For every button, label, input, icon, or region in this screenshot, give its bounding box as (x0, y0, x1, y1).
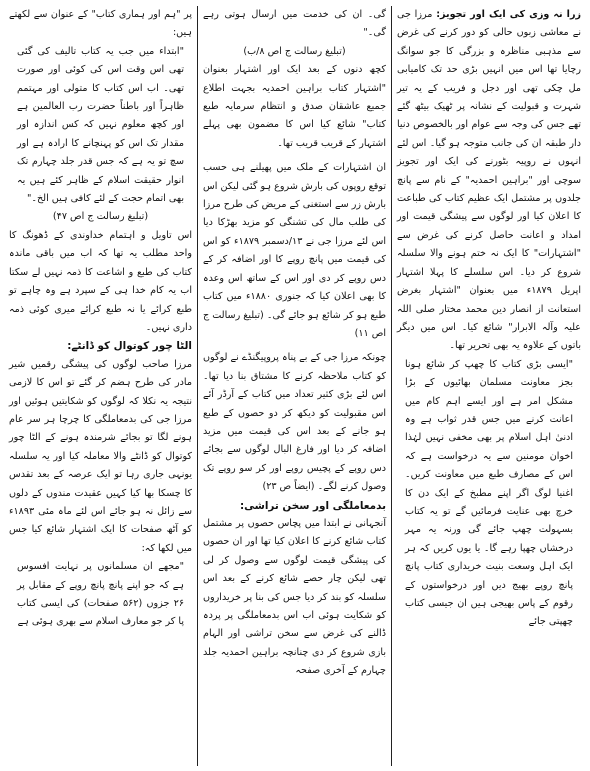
section-heading: الٹا چور کوتوال کو ڈانٹے: (67, 340, 192, 353)
paragraph-text: مرزا جی نے معاشی زبوں حالی کو دور کرنے کی غرض سے مذہبی مناظرہ و بزرگی کا جو سوانگ رچایا تھا اس میں انہیں بڑی حد تک کامیابی مل چکی تھی اور دجل و فریب کے یہ تیر شہرت و قبولیت کے نشانہ پر ٹھیک بیٹھ گئے تھے جس کی وجہ سے عوام اور بالخصوص دنیا دار طبقہ ان کی جانب متوجہ ہو گیا۔ اس لئے انہوں نے روپیہ بٹورنے کی ایک اور تجویز سوچی اور "براہین احمدیہ" کے نام سے پانچ جلدوں پر مشتمل ایک عظیم کتاب کی طباعت کا اعلان کیا اور لوگوں سے پیشگی قیمت اور امداد و اعانت حاصل کرنے کی غرض سے "اشتہارات" کا ایک نہ ختم ہونے والا سلسلہ شروع کر دیا۔ اس سلسلے کا پہلا اشتہار اپریل ۱۸۷۹ء میں بعنوان "اشتہار بغرض استعانت از انصار دین محمد مختار صلی اللہ علیہ وآلہ الابرار" شائع کیا۔ اس میں دیگر باتوں کے علاوہ یہ بھی تحریر تھا۔ (397, 9, 581, 352)
paragraph: ان اشتہارات کے ملک میں پھیلنے ہی حسب توقع روپوں کی بارش شروع ہو گئی لیکن اس بارش زر سے استغنی کے مریض کی طرح مرزا کی طلب مال کی تشنگی کو مزید بھڑکا دیا اس لئے مرزا جی نے ۱۳/دسمبر ۱۸۷۹ء کو اس کی قیمت میں پانچ روپے کا اور اضافہ کر کے دس روپے کر دی اور اس کے ساتھ اس وعدہ کا بھی اعلان کیا کہ جنوری ۱۸۸۰ء میں کتاب طبع ہو کر شائع ہو جائے گی۔ (تبلیغ رسالت ج اص ۱۱) (203, 162, 386, 339)
block-quote: "مجھے ان مسلمانوں پر نہایت افسوس ہے کہ جو اپنے پانچ پانچ روپے کے مقابل پر ۲۶ جزوں (۵۶۲ صفحات) کی ایسی کتاب پا کر جو معارف اسلام سے بھری ہوئی ہے (17, 561, 184, 628)
section-heading: زرا نہ وزی کی ایک اور تجویز: (436, 9, 581, 20)
section-heading: بدمعاملگی اور سخن تراشی: (239, 499, 386, 512)
paragraph: گی۔ ان کی خدمت میں ارسال ہوتی رہے گی۔" (203, 9, 386, 39)
citation: (تبلیغ رسالت ج اص ۴۷) (52, 211, 149, 223)
paragraph: کچھ دنوں کے بعد ایک اور اشتہار بعنوان "اشتہار کتاب براہین احمدیہ بجہت اطلاع جمیع عاشقان صدق و انتظام سرمایہ طبع کتاب" شائع کیا اس کا مضمون بھی پہلے اشتہار کے قریب قریب تھا۔ (203, 64, 386, 149)
paragraph: اس تاویل و اہتمام خداوندی کے ڈھونگ کا واحد مطلب یہ تھا کہ اب میں باقی ماندہ کتاب کی طبع و اشاعت کا ذمہ نہیں لے سکتا اب یہ کام خدا ہی کے سپرد ہے وہ چاہے تو طبع کرائے یا نہ طبع کرائے میری کوئی ذمہ داری نہیں۔ (9, 229, 192, 333)
text-column-1 (392, 6, 586, 766)
paragraph: چونکہ مرزا جی کے بے پناہ پروپیگنڈے نے لوگوں کو کتاب ملاحظہ کرنے کا مشتاق بنا دیا تھا۔ اس لئے بڑی کثیر تعداد میں کتاب کے آرڈر آئے اس مقبولیت کو دیکھ کر دو حصوں کے طبع ہو جانے کے بعد اس کی قیمت میں مزید اضافہ کر دیا اور فارغ البال لوگوں سے بجائے دس روپے کے پچیس روپے اور کر سو روپے تک وصول کرنے لگے۔ (ایضاً ص ۲۳) (203, 352, 386, 493)
block-quote: "ایسی بڑی کتاب کا چھپ کر شائع ہونا بجز معاونت مسلمان بھائیوں کے بڑا مشکل امر ہے اور ایسے اہم کام میں اعانت کرنے میں جس قدر ثواب ہے وہ ادنیٰ اہل اسلام پر بھی مخفی نہیں لہٰذا اخوان مومنین سے یہ درخواست ہے کہ اس کے مصارف طبع میں معاونت کریں۔ اغنیا لوگ اگر اپنے مطبخ کے ایک دن کا خرچ بھی عنایت فرمائیں گے تو یہ کتاب بسہولت چھپ جائے گی ورنہ یہ مہر درخشاں چھپا رہے گا۔ یا یوں کریں کہ ہر ایک اہل وسعت بنیت خریداری کتاب پانچ پانچ روپے بھیج دیں اور درخواستوں کے رقوم کے پاس بھیجی ہیں ان جیسی کتاب چھپتی جائے (405, 358, 573, 628)
section-paragraph (397, 6, 581, 356)
paragraph: پر "ہم اور ہماری کتاب" کے عنوان سے لکھتے ہیں: (9, 9, 192, 39)
block-quote: "ابتداء میں جب یہ کتاب تالیف کی گئی تھی اس وقت اس کی کوئی اور صورت تھی۔ اب اس کتاب کا متولی اور مہتمم ظاہراً اور باطناً حضرت رب العالمین ہے اور کچھ معلوم نہیں کہ کس اندازہ اور مقدار تک اس کو پہنچانے کا ارادہ ہے اور سچ تو یہ ہے کہ جس قدر جلد چہارم تک انوار حقیقت اسلام کے ظاہر کئے ہیں یہ بھی اتمام حجت کے لئے کافی ہیں الخ۔" (17, 45, 184, 205)
text-column-2 (198, 6, 392, 766)
paragraph: مرزا صاحب لوگوں کی پیشگی رقمیں شیر مادر کی طرح ہضم کر گئے تو اس کا لازمی نتیجہ یہ نکلا کہ لوگوں کو شکایتیں ہوئیں اور مرزا جی کی بدمعاملگی کا چرچا ہر سر عام ہونے لگا تو بجائے شرمندہ ہونے کے الٹا چور کوتوال کو ڈانٹے والا معاملہ کیا اور یہ سلسلہ یونہی جاری رہا تو ایک عرصہ کے بعد تقدس کا چسکا بھا کیا کہیں عقیدت مندوں کے دلوں سے زائل نہ ہو جائے اس لئے ماہ مئی ۱۸۹۳ء کو آٹھ صفحات کا ایک اشتہار شائع کیا جس میں لکھا کہ: (9, 358, 192, 554)
text-column-3 (4, 6, 198, 766)
paragraph: آنجہانی نے ابتدا میں پچاس حصوں پر مشتمل کتاب شائع کرنے کا اعلان کیا تھا اور ان حصوں کی پیشگی قیمت لوگوں سے وصول کر لی تھی لیکن چار حصے شائع کرنے کے بعد اس سلسلہ کو بند کر دیا جس کی بنا پر خریداروں کو شکایت ہوئی اب اس بدمعاملگی پر پردہ ڈالنے کی غرض سے سخن تراشی اور الہام بازی شروع کر دی چنانچہ براہین احمدیہ جلد چہارم کے آخری صفحہ (203, 517, 386, 677)
citation: (تبلیغ رسالت ج اص ۸/ب) (243, 45, 346, 57)
